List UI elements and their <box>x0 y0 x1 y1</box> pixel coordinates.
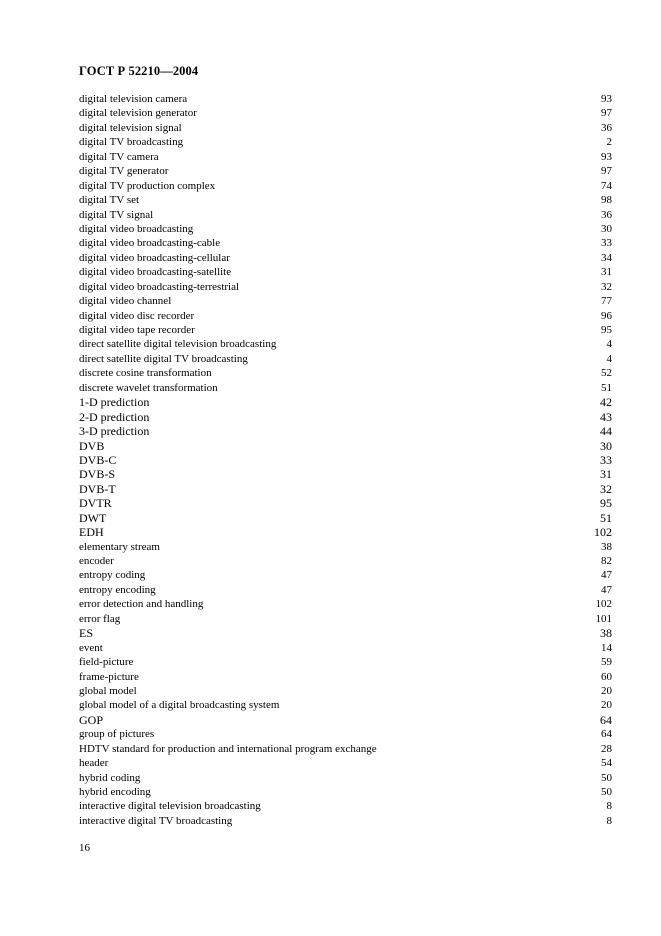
index-page-ref: 36 <box>601 121 612 134</box>
index-term: entropy encoding <box>79 583 156 596</box>
index-term: DVB <box>79 438 105 453</box>
index-page-ref: 47 <box>601 569 612 582</box>
index-entry <box>79 568 612 582</box>
index-term: entropy coding <box>79 569 146 582</box>
index-page-ref: 34 <box>601 251 612 264</box>
index-page-ref: 44 <box>600 424 612 439</box>
index-page-ref: 8 <box>606 800 612 813</box>
index-page-ref: 31 <box>601 266 612 279</box>
index-page-ref: 50 <box>601 786 612 798</box>
index-entry <box>79 641 612 655</box>
page-header: ГОСТ Р 52210—2004 <box>79 64 199 78</box>
index-page-ref: 97 <box>601 165 612 178</box>
index-term: error detection and handling <box>79 598 204 611</box>
index-entry <box>79 208 612 222</box>
index-page-ref: 96 <box>601 309 612 322</box>
index-entry <box>79 540 612 554</box>
index-entry <box>79 511 612 525</box>
index-term: discrete wavelet transformation <box>79 381 218 394</box>
index-term: digital video broadcasting <box>79 222 194 235</box>
index-entry <box>79 453 612 467</box>
index-entry <box>79 554 612 568</box>
index-term: DVB-T <box>79 481 116 496</box>
index-entry <box>79 814 612 828</box>
index-page-ref: 95 <box>601 324 612 336</box>
index-entry <box>79 236 612 250</box>
index-page-ref: 51 <box>600 510 612 525</box>
index-page-ref: 64 <box>600 712 612 727</box>
index-term: digital video broadcasting-terrestrial <box>79 280 240 293</box>
index-page-ref: 64 <box>601 728 612 741</box>
index-term: group of pictures <box>79 728 155 741</box>
index-page-ref: 32 <box>601 280 612 293</box>
index-term: hybrid coding <box>79 771 141 784</box>
index-term: digital TV broadcasting <box>79 136 184 149</box>
index-page-ref: 50 <box>601 771 612 784</box>
index-entry <box>79 684 612 698</box>
index-term: interactive digital TV broadcasting <box>79 814 233 827</box>
index-page-ref: 82 <box>601 555 612 567</box>
index-entry <box>79 121 612 135</box>
index-entry <box>79 92 612 106</box>
index-entry <box>79 742 612 756</box>
index-page-ref: 30 <box>600 438 612 453</box>
index-term: EDH <box>79 525 104 540</box>
index-term: digital television generator <box>79 107 197 120</box>
index-entry <box>79 337 612 351</box>
index-page-ref: 102 <box>594 525 612 540</box>
index-entry <box>79 424 612 438</box>
index-term: encoder <box>79 555 114 567</box>
index-entry <box>79 106 612 120</box>
index-page-ref: 38 <box>601 540 612 553</box>
index-page-ref: 2 <box>606 136 612 149</box>
index-term: interactive digital television broadcasting <box>79 800 261 813</box>
index-entry <box>79 395 612 409</box>
index-term: error flag <box>79 612 121 625</box>
index-term: frame-picture <box>79 670 139 683</box>
index-term: header <box>79 757 109 770</box>
index-term: digital television camera <box>79 93 188 105</box>
index-page-ref: 4 <box>606 352 612 365</box>
index-entry <box>79 482 612 496</box>
index-page-ref: 28 <box>601 742 612 755</box>
index-page-ref: 20 <box>601 684 612 697</box>
index-entry <box>79 381 612 395</box>
index-page-ref: 54 <box>601 757 612 770</box>
index-term: field-picture <box>79 656 134 669</box>
index-page-ref: 59 <box>601 656 612 669</box>
index-page-ref: 43 <box>600 409 612 424</box>
index-term: direct satellite digital TV broadcasting <box>79 352 248 365</box>
index-entry <box>79 179 612 193</box>
index-term: DVB-S <box>79 467 116 482</box>
index-page-ref: 4 <box>606 338 612 351</box>
index-term: digital video broadcasting-cable <box>79 237 221 250</box>
index-page-ref: 30 <box>601 222 612 235</box>
index-page-ref: 42 <box>600 395 612 410</box>
index-page-ref: 95 <box>600 496 612 511</box>
index-entry <box>79 597 612 611</box>
index-entry <box>79 294 612 308</box>
index-entry <box>79 410 612 424</box>
index-term: global model of a digital broadcasting system <box>79 699 280 712</box>
index-term: elementary stream <box>79 540 160 553</box>
index-page-ref: 20 <box>601 699 612 712</box>
index-term: 1-D prediction <box>79 395 150 410</box>
index-page-ref: 36 <box>601 208 612 221</box>
index-term: DVB-C <box>79 452 117 467</box>
index-entry <box>79 525 612 539</box>
index-term: digital video broadcasting-satellite <box>79 266 232 279</box>
index-term: direct satellite digital television broadcasting <box>79 338 277 351</box>
index-entry <box>79 698 612 712</box>
index-page-ref: 101 <box>595 612 612 625</box>
index-page-ref: 47 <box>601 583 612 596</box>
index-page-ref: 14 <box>601 641 612 654</box>
index-term: digital video disc recorder <box>79 309 195 322</box>
index-entry <box>79 193 612 207</box>
index-page-ref: 93 <box>601 150 612 163</box>
index-entry <box>79 756 612 770</box>
index-entry <box>79 655 612 669</box>
index-entry <box>79 265 612 279</box>
index-entry <box>79 670 612 684</box>
index-entry <box>79 222 612 236</box>
index-page-ref: 33 <box>600 452 612 467</box>
index-term: global model <box>79 684 137 697</box>
index-page-ref: 60 <box>601 670 612 683</box>
index-entry <box>79 496 612 510</box>
index-list <box>79 92 612 828</box>
index-page-ref: 8 <box>606 814 612 827</box>
index-entry <box>79 626 612 640</box>
index-entry <box>79 785 612 799</box>
index-page-ref: 74 <box>601 179 612 192</box>
index-page-ref: 51 <box>601 381 612 394</box>
index-term: HDTV standard for production and international program exchange <box>79 742 377 755</box>
index-term: 2-D prediction <box>79 409 150 424</box>
index-page-ref: 93 <box>601 93 612 105</box>
index-entry <box>79 150 612 164</box>
index-term: digital TV set <box>79 194 140 207</box>
index-term: digital TV camera <box>79 150 159 163</box>
index-entry <box>79 583 612 597</box>
index-entry <box>79 771 612 785</box>
index-term: GOP <box>79 712 104 727</box>
index-term: digital TV generator <box>79 165 169 178</box>
index-page-ref: 77 <box>601 295 612 308</box>
index-term: digital video broadcasting-cellular <box>79 251 230 264</box>
index-entry <box>79 366 612 380</box>
index-term: digital TV production complex <box>79 179 216 192</box>
index-term: digital television signal <box>79 121 182 134</box>
index-entry <box>79 799 612 813</box>
index-entry <box>79 727 612 741</box>
index-page-ref: 31 <box>600 467 612 482</box>
index-page-ref: 98 <box>601 194 612 207</box>
index-term: discrete cosine transformation <box>79 367 212 380</box>
index-term: DWT <box>79 510 107 525</box>
index-entry <box>79 612 612 626</box>
index-page-ref: 38 <box>600 626 612 641</box>
page-number: 16 <box>79 842 90 854</box>
index-entry <box>79 135 612 149</box>
index-entry <box>79 352 612 366</box>
index-entry <box>79 467 612 481</box>
index-term: 3-D prediction <box>79 424 150 439</box>
index-entry <box>79 439 612 453</box>
index-entry <box>79 280 612 294</box>
index-term: hybrid encoding <box>79 786 151 798</box>
index-page-ref: 97 <box>601 107 612 120</box>
index-term: ES <box>79 626 94 641</box>
index-entry <box>79 251 612 265</box>
index-page-ref: 32 <box>600 481 612 496</box>
index-term: digital TV signal <box>79 208 154 221</box>
index-term: DVTR <box>79 496 112 511</box>
index-entry <box>79 164 612 178</box>
index-term: digital video channel <box>79 295 172 308</box>
index-term: event <box>79 641 103 654</box>
index-page-ref: 52 <box>601 367 612 380</box>
index-entry <box>79 323 612 337</box>
index-entry <box>79 713 612 727</box>
index-page-ref: 102 <box>595 598 612 611</box>
index-term: digital video tape recorder <box>79 324 195 336</box>
index-page-ref: 33 <box>601 237 612 250</box>
index-entry <box>79 309 612 323</box>
